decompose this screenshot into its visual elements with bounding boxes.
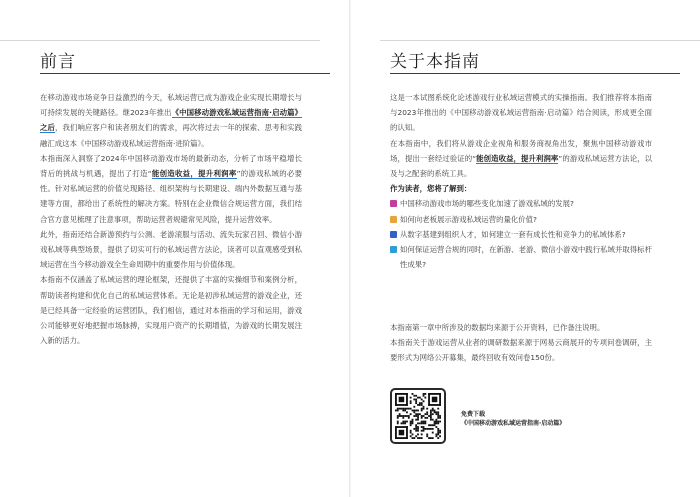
bullet-icon	[390, 216, 397, 223]
question-item	[390, 212, 652, 227]
text: ”的游戏私域的必要性。针对私域运营的价值兑现路径、组织架构与长期建设、端内外数据互通与基建等方面，都给出了系统性的解决方案。特别在企业微信合规运营方面，我们结合官方意见梳理了注意事项，帮助运营者规避常见风险，提升运营效率。	[40, 169, 302, 224]
preface-paragraph-4: 本指南不仅涵盖了私域运营的理论框架，还提供了丰富的实操细节和案例分析，帮助读者构建和优化自己的私域运营体系。无论是初涉私域运营的游戏企业，还是已经具备一定经验的运营团队，我们相信，通过对本指南的学习和运用，游戏公司能够更好地把握市场脉搏，实现用户资产的长期增值，为游戏的长期发展注入新的活力。	[40, 275, 302, 346]
text: 在本指南中，我们将从游戏企业视角和服务商视角出发，聚焦中国移动游戏市场，提出一套经过验证的“	[390, 138, 652, 163]
download-label: 免费下载	[461, 411, 486, 418]
question-list	[390, 196, 652, 272]
top-rule	[0, 40, 320, 41]
preface-body	[40, 90, 302, 348]
bullet-icon	[390, 246, 397, 253]
about-paragraph-2	[390, 136, 652, 182]
about-notes	[390, 320, 652, 366]
emphasis-text: 能创造收益，提升利润率	[151, 169, 237, 179]
download-title: 《中国移动游戏私域运营指南·启动篇》	[461, 420, 566, 427]
question-item	[390, 227, 652, 242]
text: ”的游戏私域运营方法论，以及与之配套的系统工具。	[390, 153, 652, 179]
qr-code[interactable]	[392, 390, 444, 442]
about-paragraph-4: 本指南关于游戏运营从业者的调研数据来源于网易云商展开的专项问卷调研，主要形式为网络公开募集，最终回收有效问卷150份。	[390, 338, 652, 363]
question-text: 从数字基建到组织人才，如何建立一套有成长性和竞争力的私域体系?	[400, 229, 626, 239]
qr-code-icon	[395, 393, 441, 439]
top-rule	[380, 40, 700, 41]
heading-underline	[40, 73, 330, 74]
question-item	[390, 242, 652, 272]
text: ，我们响应客户和读者朋友们的需求，再次将过去一年的探索、思考和实践融汇成这本《中国移动游戏私域运营指南·进阶篇》。	[40, 123, 302, 148]
question-item	[390, 196, 652, 211]
preface-paragraph-3: 此外，指南还结合新游预约与公测、老游滚服与活动、流失玩家召回、微信小游戏私域等典型场景，提供了切实可行的私域运营方法论，读者可以直观感受到私域运营在当今移动游戏全生命周期中的重要作用与价值体现。	[40, 229, 302, 270]
about-body	[390, 90, 652, 272]
emphasis-text: 《中国移动游戏私域运营指南·启动篇》之后	[40, 108, 303, 133]
text: 在移动游戏市场竞争日益激烈的今天，私域运营已成为游戏企业实现长期增长与可持续发展的关键路径。继2023年推出	[40, 93, 302, 118]
question-text: 中国移动游戏市场的哪些变化加速了游戏私域的发展?	[400, 199, 574, 209]
reader-benefits-title: 作为读者，您将了解到：	[390, 184, 472, 194]
about-paragraph-3: 本指南第一章中所涉及的数据均来源于公开资料，已作备注说明。	[390, 323, 605, 332]
about-paragraph-1: 这是一本试图系统化论述游戏行业私域运营模式的实操指南。我们推荐将本指南与2023年推出的《中国移动游戏私域运营指南·启动篇》结合阅读，形成更全面的认知。	[390, 93, 652, 133]
emphasis-text: 能创造收益，提升利润率	[476, 153, 559, 163]
about-heading: 关于本指南	[390, 52, 480, 72]
heading-underline	[390, 73, 680, 74]
question-text: 如何向老板展示游戏私域运营的量化价值?	[400, 214, 537, 224]
bullet-icon	[390, 231, 397, 238]
preface-paragraph-2	[40, 151, 302, 227]
preface-heading: 前言	[40, 52, 76, 72]
question-text: 如何保证运营合规的同时，在新游、老游、微信小游戏中践行私域并取得标杆性成果?	[400, 245, 652, 270]
bullet-icon	[390, 200, 397, 207]
text: 本指南深入洞察了2024年中国移动游戏市场的最新动态，分析了市场平稳增长背后的挑战与机遇，提出了打造“	[40, 153, 302, 179]
right-page	[350, 0, 700, 497]
preface-paragraph-1	[40, 90, 302, 151]
